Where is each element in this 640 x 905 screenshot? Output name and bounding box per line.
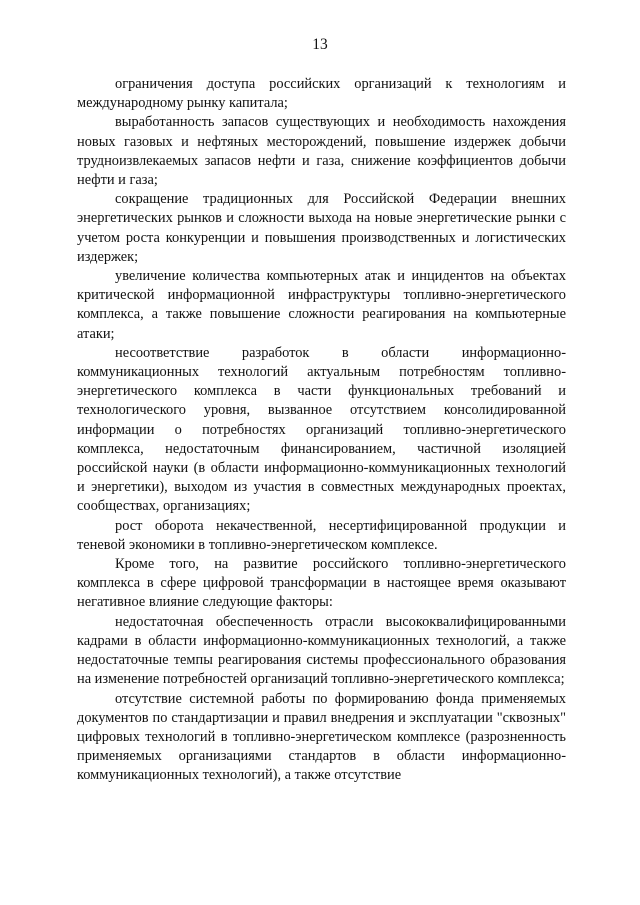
paragraph-ict-mismatch: несоответствие разработок в области информационно-коммуникационных технологий актуальным потребностям топливно-энергетического комплекса в части функциональных требований и технологического уровня, вызванное отсутствием консолидированной информации о потребностях организаций топливно-энергетического комплекса, недостаточным финансированием, частичной изоляцией российской науки (в области информационно-коммуникационных технологий и энергетики), выходом из участия в совместных международных проектах, сообществах, организациях; (77, 344, 566, 515)
paragraph-reserves-depletion: выработанность запасов существующих и необходимость нахождения новых газовых и нефтяных месторождений, повышение издержек добычи трудноизвлекаемых запасов нефти и газа, снижение коэффициентов добычи нефти и газа; (77, 114, 566, 189)
paragraph-external-markets-reduction: сокращение традиционных для Российской Федерации внешних энергетических рынков и сложности выхода на новые энергетические рынки с учетом роста конкуренции и повышения производственных и логистических издержек; (77, 191, 566, 265)
paragraph-additional-factors-intro: Кроме того, на развитие российского топливно-энергетического комплекса в сфере цифровой трансформации в настоящее время оказывают негативное влияние следующие факторы: (77, 556, 566, 611)
page-number: 13 (312, 36, 328, 53)
paragraph-computer-attacks: увеличение количества компьютерных атак и инцидентов на объектах критической информационной инфраструктуры топливно-энергетического комплекса, а также повышение сложности реагирования на компьютерные атаки; (77, 268, 566, 342)
paragraph-shadow-economy: рост оборота некачественной, несертифицированной продукции и теневой экономики в топливно-энергетическом комплексе. (77, 517, 566, 553)
paragraph-standardization-absence: отсутствие системной работы по формированию фонда применяемых документов по стандартизации и правил внедрения и эксплуатации "сквозных" цифровых технологий в топливно-энергетическом комплексе (разрозненность применяемых организациями стандартов в области информационно-коммуникационных технологий), а также отсутствие (77, 690, 566, 784)
paragraph-personnel-shortage: недостаточная обеспеченность отрасли высококвалифицированными кадрами в области информационно-коммуникационных технологий, а также недостаточные темпы реагирования системы профессионального образования на изменение потребностей организаций топливно-энергетического комплекса; (77, 613, 566, 688)
document-body (77, 75, 566, 786)
paragraph-capital-access-restrictions: ограничения доступа российских организаций к технологиям и международному рынку капитала; (77, 76, 566, 112)
